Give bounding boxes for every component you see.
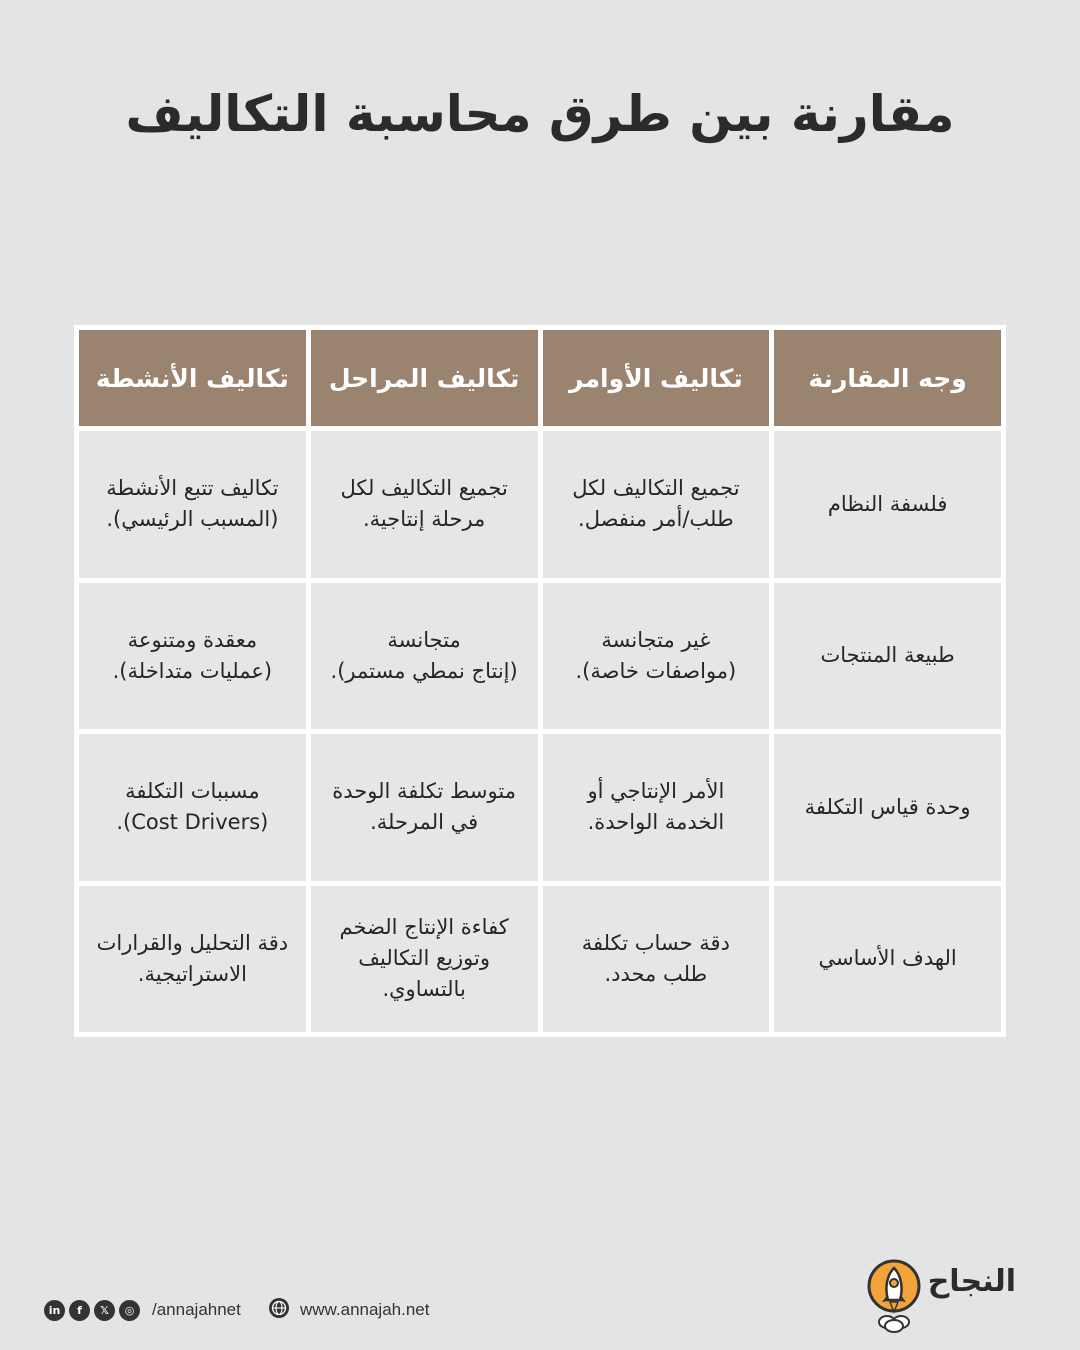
cell-text: تجميع التكاليف لكل طلب/أمر منفصل. — [572, 476, 740, 532]
header-cell: تكاليف الأوامر — [543, 330, 770, 426]
website-url[interactable]: www.annajah.net — [300, 1300, 430, 1319]
table-cell — [311, 886, 538, 1033]
table-row — [79, 886, 1001, 1033]
cell-text: فلسفة النظام — [827, 491, 948, 516]
cell-text: طبيعة المنتجات — [820, 643, 955, 668]
cell-text: الأمر الإنتاجي أو الخدمة الواحدة. — [587, 779, 725, 835]
table-cell — [311, 431, 538, 578]
cell-text: تكاليف تتبع الأنشطة (المسبب الرئيسي). — [106, 476, 279, 532]
table-cell — [543, 431, 770, 578]
comparison-table-container — [74, 325, 1006, 1037]
cell-text: تجميع التكاليف لكل مرحلة إنتاجية. — [340, 476, 508, 532]
globe-icon — [268, 1297, 290, 1323]
header-cell: تكاليف الأنشطة — [79, 330, 306, 426]
table-cell — [774, 583, 1001, 730]
header-cell: تكاليف المراحل — [311, 330, 538, 426]
cell-text: كفاءة الإنتاج الضخم وتوزيع التكاليف بالتساوي. — [339, 915, 509, 1002]
website-link[interactable] — [268, 1298, 429, 1322]
header-cell: وجه المقارنة — [774, 330, 1001, 426]
logo-wordmark: النجاح — [927, 1264, 1016, 1299]
cell-text: مسببات التكلفة (Cost Drivers). — [116, 779, 269, 835]
annajah-logo — [866, 1256, 1016, 1334]
page-title: مقارنة بين طرق محاسبة التكاليف — [125, 85, 955, 143]
table-cell — [79, 886, 306, 1033]
table-cell — [79, 734, 306, 881]
linkedin-icon[interactable]: in — [44, 1300, 65, 1321]
table-row — [79, 583, 1001, 730]
table-cell — [774, 734, 1001, 881]
table-cell — [543, 886, 770, 1033]
cell-text: معقدة ومتنوعة (عمليات متداخلة). — [112, 627, 273, 683]
cell-text: دقة التحليل والقرارات الاستراتيجية. — [96, 930, 289, 986]
x-icon[interactable]: 𝕏 — [94, 1300, 115, 1321]
table-cell — [774, 886, 1001, 1033]
facebook-icon[interactable]: f — [69, 1300, 90, 1321]
cell-text: دقة حساب تكلفة طلب محدد. — [581, 930, 730, 986]
table-cell — [79, 583, 306, 730]
table-cell — [311, 583, 538, 730]
cell-text: وحدة قياس التكلفة — [804, 794, 971, 819]
table-header-row — [79, 330, 1001, 426]
cell-text: متجانسة (إنتاج نمطي مستمر). — [330, 627, 518, 683]
table-cell — [543, 734, 770, 881]
table-row — [79, 734, 1001, 881]
table-cell — [311, 734, 538, 881]
instagram-icon[interactable]: ◎ — [119, 1300, 140, 1321]
table-cell — [79, 431, 306, 578]
table-row — [79, 431, 1001, 578]
table-cell — [774, 431, 1001, 578]
social-handle[interactable]: /annajahnet — [152, 1300, 241, 1319]
cell-text: متوسط تكلفة الوحدة في المرحلة. — [332, 779, 516, 835]
social-links — [44, 1298, 241, 1322]
rocket-logo-icon — [866, 1256, 922, 1334]
comparison-table — [74, 325, 1006, 1037]
cell-text: غير متجانسة (مواصفات خاصة). — [575, 627, 737, 683]
table-cell — [543, 583, 770, 730]
cell-text: الهدف الأساسي — [818, 946, 957, 971]
